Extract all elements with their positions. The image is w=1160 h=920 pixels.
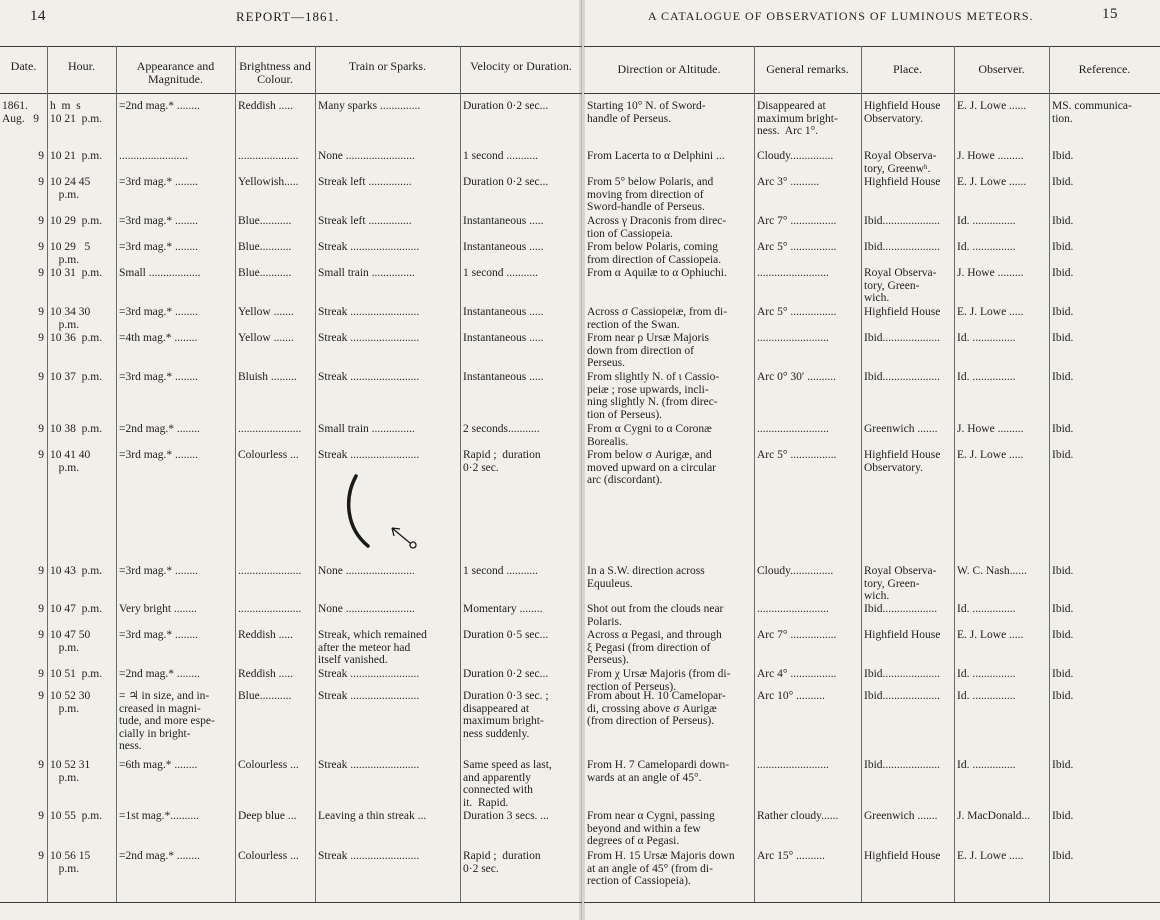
right-running-title: A CATALOGUE OF OBSERVATIONS OF LUMINOUS METEORS. <box>648 9 1034 23</box>
left-cell-train: Streak ........................ <box>318 759 420 771</box>
left-cell-appearance: =3rd mag.* ........ <box>119 176 198 188</box>
left-cell-brightness: Reddish ..... <box>238 629 293 641</box>
left-cell-train: Streak ........................ <box>318 850 420 862</box>
right-cell-place: Ibid.................... <box>864 215 941 227</box>
left-cell-brightness: Bluish ......... <box>238 371 297 383</box>
left-cell-brightness: ...................... <box>238 423 302 435</box>
right-cell-place: Highfield House <box>864 176 941 188</box>
left-cell-date: 9 <box>38 629 44 641</box>
right-cell-place: Greenwich ....... <box>864 423 938 435</box>
right-cell-place: Ibid.................... <box>864 332 941 344</box>
left-column-header: Train or Sparks. <box>348 59 427 73</box>
left-cell-hour: 10 47 p.m. <box>50 603 103 615</box>
left-column-header: Brightness and Colour. <box>239 59 311 86</box>
right-cell-remarks: Cloudy............... <box>757 150 834 162</box>
left-cell-train: None ........................ <box>318 603 415 615</box>
left-cell-hour: 10 52 31 p.m. <box>50 759 91 784</box>
right-cell-direction: Across γ Draconis from direc- tion of Cassiopeia. <box>587 215 727 240</box>
right-cell-observer: Id. ............... <box>957 241 1016 253</box>
left-column-header: Hour. <box>68 59 95 73</box>
right-cell-observer: Id. ............... <box>957 668 1016 680</box>
left-cell-velocity: Duration 0·2 sec... <box>463 176 549 188</box>
left-cell-brightness: Blue........... <box>238 215 292 227</box>
left-cell-brightness: Blue........... <box>238 267 292 279</box>
left-cell-brightness: Colourless ... <box>238 759 299 771</box>
right-cell-place: Royal Observa- tory, Green- wich. <box>864 565 937 602</box>
left-cell-hour: 10 34 30 p.m. <box>50 306 91 331</box>
left-cell-velocity: Duration 3 secs. ... <box>463 810 549 822</box>
right-cell-observer: J. Howe ......... <box>957 267 1024 279</box>
left-cell-velocity: Duration 0·2 sec... <box>463 100 549 112</box>
left-cell-date: 9 <box>38 150 44 162</box>
left-cell-date: 9 <box>38 423 44 435</box>
right-cell-observer: J. MacDonald... <box>957 810 1031 822</box>
left-cell-date: 9 <box>38 810 44 822</box>
left-cell-date: 9 <box>38 332 44 344</box>
left-cell-hour: 10 41 40 p.m. <box>50 449 91 474</box>
left-cell-velocity: Instantaneous ..... <box>463 215 544 227</box>
left-cell-velocity: 2 seconds........... <box>463 423 540 435</box>
right-cell-observer: Id. ............... <box>957 759 1016 771</box>
right-cell-reference: Ibid. <box>1052 267 1074 279</box>
left-cell-hour: 10 51 p.m. <box>50 668 103 680</box>
right-cell-direction: From slightly N. of ι Cassio- peiæ ; rose upwards, incli- ning slightly N. (from direc- tion of Perseus). <box>587 371 720 421</box>
right-col-divider <box>1049 46 1050 902</box>
right-cell-place: Ibid.................... <box>864 371 941 383</box>
right-cell-direction: Across σ Cassiopeiæ, from di- rection of the Swan. <box>587 306 728 331</box>
left-cell-train: Streak ........................ <box>318 449 420 461</box>
left-cell-train: None ........................ <box>318 150 415 162</box>
right-cell-place: Highfield House Observatory. <box>864 100 941 125</box>
left-cell-train: Streak ........................ <box>318 371 420 383</box>
right-cell-direction: From near α Cygni, passing beyond and within a few degrees of α Pegasi. <box>587 810 715 847</box>
left-cell-date: 9 <box>38 603 44 615</box>
right-cell-remarks: Arc 10° .......... <box>757 690 825 702</box>
left-cell-appearance: =1st mag.*.......... <box>119 810 199 822</box>
right-cell-direction: From below σ Aurigæ, and moved upward on a circular arc (discordant). <box>587 449 717 486</box>
right-page-number: 15 <box>1102 6 1118 22</box>
left-cell-train: Streak ........................ <box>318 332 420 344</box>
left-cell-train: Streak left ............... <box>318 215 412 227</box>
left-cell-appearance: =3rd mag.* ........ <box>119 449 198 461</box>
right-cell-observer: E. J. Lowe ..... <box>957 306 1024 318</box>
right-cell-direction: From below Polaris, coming from direction of Cassiopeia. <box>587 241 722 266</box>
right-cell-reference: Ibid. <box>1052 371 1074 383</box>
right-cell-direction: In a S.W. direction across Equuleus. <box>587 565 705 590</box>
left-cell-appearance: =2nd mag.* ........ <box>119 850 200 862</box>
right-cell-direction: Across α Pegasi, and through ξ Pegasi (from direction of Perseus). <box>587 629 722 666</box>
left-cell-appearance: =3rd mag.* ........ <box>119 241 198 253</box>
left-cell-date: 9 <box>38 241 44 253</box>
left-cell-appearance: =2nd mag.* ........ <box>119 423 200 435</box>
right-cell-observer: Id. ............... <box>957 690 1016 702</box>
right-cell-observer: J. Howe ......... <box>957 423 1024 435</box>
left-cell-date: 9 <box>38 668 44 680</box>
left-cell-train: Small train ............... <box>318 267 415 279</box>
right-column-header: Observer. <box>978 62 1025 76</box>
right-cell-place: Ibid.................... <box>864 241 941 253</box>
left-cell-appearance: =6th mag.* ........ <box>119 759 198 771</box>
left-cell-train: Streak ........................ <box>318 306 420 318</box>
left-cell-date: 9 <box>38 371 44 383</box>
right-cell-place: Royal Observa- tory, Greenwʰ. <box>864 150 937 175</box>
left-cell-brightness: Yellow ....... <box>238 306 294 318</box>
left-cell-date: 9 <box>38 306 44 318</box>
right-cell-direction: Starting 10° N. of Sword- handle of Perseus. <box>587 100 706 125</box>
left-col-divider <box>116 46 117 902</box>
left-cell-hour: 10 55 p.m. <box>50 810 103 822</box>
left-top-rule <box>0 46 582 47</box>
right-cell-remarks: ......................... <box>757 423 829 435</box>
right-cell-remarks: Arc 0° 30′ .......... <box>757 371 836 383</box>
right-cell-observer: E. J. Lowe ...... <box>957 100 1027 112</box>
right-cell-reference: Ibid. <box>1052 241 1074 253</box>
right-cell-reference: Ibid. <box>1052 565 1074 577</box>
left-cell-brightness: ..................... <box>238 150 299 162</box>
left-cell-brightness: ...................... <box>238 565 302 577</box>
right-cell-direction: From H. 7 Camelopardi down- wards at an angle of 45°. <box>587 759 730 784</box>
right-col-divider <box>954 46 955 902</box>
right-cell-direction: From α Aquilæ to α Ophiuchi. <box>587 267 727 279</box>
left-cell-brightness: Colourless ... <box>238 449 299 461</box>
left-cell-velocity: 1 second ........... <box>463 150 539 162</box>
left-cell-appearance: =2nd mag.* ........ <box>119 668 200 680</box>
right-cell-place: Royal Observa- tory, Green- wich. <box>864 267 937 304</box>
left-cell-brightness: Yellow ....... <box>238 332 294 344</box>
left-cell-hour: 10 52 30 p.m. <box>50 690 91 715</box>
right-cell-observer: E. J. Lowe ...... <box>957 176 1027 188</box>
left-cell-date: 9 <box>38 449 44 461</box>
left-column-header: Velocity or Duration. <box>470 59 572 73</box>
left-cell-hour: 10 37 p.m. <box>50 371 103 383</box>
right-cell-observer: J. Howe ......... <box>957 150 1024 162</box>
right-cell-place: Ibid................... <box>864 603 938 615</box>
right-cell-remarks: Arc 5° ................ <box>757 306 837 318</box>
right-cell-direction: From H. 15 Ursæ Majoris down at an angle of 45° (from di- rection of Cassiopeia). <box>587 850 735 887</box>
right-column-header: Place. <box>893 62 922 76</box>
right-cell-remarks: ......................... <box>757 603 829 615</box>
left-cell-velocity: Rapid ; duration 0·2 sec. <box>463 449 541 474</box>
right-cell-remarks: Arc 5° ................ <box>757 449 837 461</box>
left-cell-date: 9 <box>38 690 44 702</box>
left-cell-date: 9 <box>38 850 44 862</box>
left-cell-appearance: Small .................. <box>119 267 201 279</box>
left-cell-hour: 10 47 50 p.m. <box>50 629 91 654</box>
right-cell-direction: From 5° below Polaris, and moving from direction of Sword-handle of Perseus. <box>587 176 714 213</box>
left-column-header: Date. <box>10 59 37 73</box>
left-cell-hour: 10 43 p.m. <box>50 565 103 577</box>
left-cell-velocity: Instantaneous ..... <box>463 241 544 253</box>
left-cell-velocity: Instantaneous ..... <box>463 306 544 318</box>
right-cell-remarks: Arc 4° ................ <box>757 668 837 680</box>
left-cell-train: Streak ........................ <box>318 241 420 253</box>
right-cell-remarks: Disappeared at maximum bright- ness. Arc 1°. <box>757 100 838 137</box>
right-top-rule <box>584 46 1160 47</box>
left-cell-hour: 10 29 5 p.m. <box>50 241 91 266</box>
right-cell-place: Ibid.................... <box>864 759 941 771</box>
right-cell-place: Highfield House <box>864 629 941 641</box>
right-column-header: Reference. <box>1078 62 1131 76</box>
right-cell-remarks: Arc 5° ................ <box>757 241 837 253</box>
left-cell-hour: 10 56 15 p.m. <box>50 850 91 875</box>
left-cell-appearance: = ♃ in size, and in- creased in magni- tude, and more espe- cially in bright- ness. <box>119 690 215 752</box>
right-cell-reference: MS. communica- tion. <box>1052 100 1132 125</box>
right-cell-observer: E. J. Lowe ..... <box>957 850 1024 862</box>
right-cell-observer: Id. ............... <box>957 603 1016 615</box>
right-cell-observer: E. J. Lowe ..... <box>957 629 1024 641</box>
right-col-divider <box>754 46 755 902</box>
left-column-header: Appearance and Magnitude. <box>136 59 215 86</box>
left-cell-brightness: Reddish ..... <box>238 100 293 112</box>
left-cell-appearance: =4th mag.* ........ <box>119 332 198 344</box>
right-cell-direction: From α Cygni to α Coronæ Borealis. <box>587 423 712 448</box>
left-cell-date: 9 <box>38 267 44 279</box>
right-cell-reference: Ibid. <box>1052 668 1074 680</box>
right-cell-reference: Ibid. <box>1052 449 1074 461</box>
right-cell-reference: Ibid. <box>1052 332 1074 344</box>
right-cell-place: Greenwich ....... <box>864 810 938 822</box>
left-cell-velocity: 1 second ........... <box>463 267 539 279</box>
left-cell-brightness: Blue........... <box>238 241 292 253</box>
right-cell-observer: Id. ............... <box>957 215 1016 227</box>
left-cell-velocity: Momentary ........ <box>463 603 543 615</box>
left-cell-hour: 10 36 p.m. <box>50 332 103 344</box>
right-cell-reference: Ibid. <box>1052 629 1074 641</box>
left-page-number: 14 <box>30 8 46 24</box>
right-cell-place: Highfield House <box>864 306 941 318</box>
left-cell-train: Streak, which remained after the meteor had itself vanished. <box>318 629 427 666</box>
right-cell-reference: Ibid. <box>1052 306 1074 318</box>
left-col-divider <box>235 46 236 902</box>
right-cell-reference: Ibid. <box>1052 423 1074 435</box>
right-cell-observer: Id. ............... <box>957 332 1016 344</box>
left-cell-brightness: Colourless ... <box>238 850 299 862</box>
right-column-header: Direction or Altitude. <box>617 62 721 76</box>
left-cell-velocity: Duration 0·5 sec... <box>463 629 549 641</box>
right-cell-remarks: ......................... <box>757 332 829 344</box>
left-col-divider <box>47 46 48 902</box>
left-cell-hour: 10 38 p.m. <box>50 423 103 435</box>
left-cell-velocity: Duration 0·3 sec. ; disappeared at maximum bright- ness suddenly. <box>463 690 549 740</box>
right-cell-direction: Shot out from the clouds near Polaris. <box>587 603 724 628</box>
right-cell-remarks: ......................... <box>757 267 829 279</box>
right-cell-place: Highfield House Observatory. <box>864 449 941 474</box>
left-cell-brightness: Deep blue ... <box>238 810 297 822</box>
right-cell-direction: From about H. 10 Camelopar- di, crossing above σ Aurigæ (from direction of Perseus). <box>587 690 726 727</box>
left-cell-velocity: Rapid ; duration 0·2 sec. <box>463 850 541 875</box>
right-cell-remarks: Arc 15° .......... <box>757 850 825 862</box>
left-running-title: REPORT—1861. <box>236 9 340 24</box>
right-column-header: General remarks. <box>766 62 849 76</box>
right-cell-direction: From Lacerta to α Delphini ... <box>587 150 725 162</box>
right-cell-remarks: Cloudy............... <box>757 565 834 577</box>
left-cell-hour: 10 24 45 p.m. <box>50 176 91 201</box>
left-cell-appearance: =3rd mag.* ........ <box>119 629 198 641</box>
left-cell-date: 9 <box>38 565 44 577</box>
right-cell-reference: Ibid. <box>1052 215 1074 227</box>
left-cell-velocity: Duration 0·2 sec... <box>463 668 549 680</box>
left-cell-train: Streak left ............... <box>318 176 412 188</box>
left-col-divider <box>315 46 316 902</box>
right-cell-place: Highfield House <box>864 850 941 862</box>
left-cell-date: 1861. Aug. 9 <box>2 100 40 125</box>
left-header-rule <box>0 93 582 94</box>
right-cell-place: Ibid.................... <box>864 668 941 680</box>
left-cell-train: Streak ........................ <box>318 690 420 702</box>
left-cell-appearance: =2nd mag.* ........ <box>119 100 200 112</box>
right-cell-direction: From χ Ursæ Majoris (from di- rection of Perseus). <box>587 668 731 693</box>
left-cell-hour: 10 29 p.m. <box>50 215 103 227</box>
left-cell-appearance: =3rd mag.* ........ <box>119 565 198 577</box>
left-cell-appearance: =3rd mag.* ........ <box>119 215 198 227</box>
right-cell-reference: Ibid. <box>1052 690 1074 702</box>
right-header-rule <box>584 93 1160 94</box>
left-col-divider <box>460 46 461 902</box>
left-cell-velocity: Instantaneous ..... <box>463 332 544 344</box>
left-cell-brightness: Yellowish..... <box>238 176 299 188</box>
right-cell-reference: Ibid. <box>1052 176 1074 188</box>
right-page <box>584 0 1160 920</box>
right-cell-reference: Ibid. <box>1052 759 1074 771</box>
meteor-path-sketch <box>340 468 430 558</box>
left-cell-hour: 10 21 p.m. <box>50 150 103 162</box>
left-cell-hour: h m s 10 21 p.m. <box>50 100 103 125</box>
left-cell-brightness: Reddish ..... <box>238 668 293 680</box>
left-cell-brightness: Blue........... <box>238 690 292 702</box>
left-cell-appearance: =3rd mag.* ........ <box>119 306 198 318</box>
right-col-divider <box>861 46 862 902</box>
left-cell-train: Many sparks .............. <box>318 100 421 112</box>
right-cell-direction: From near ρ Ursæ Majoris down from direction of Perseus. <box>587 332 710 369</box>
right-cell-reference: Ibid. <box>1052 810 1074 822</box>
right-cell-remarks: Arc 7° ................ <box>757 215 837 227</box>
right-cell-remarks: Arc 3° .......... <box>757 176 820 188</box>
right-cell-reference: Ibid. <box>1052 150 1074 162</box>
right-cell-remarks: Rather cloudy...... <box>757 810 839 822</box>
right-bottom-rule <box>584 902 1160 903</box>
left-cell-appearance: =3rd mag.* ........ <box>119 371 198 383</box>
right-cell-observer: E. J. Lowe ..... <box>957 449 1024 461</box>
left-cell-train: Small train ............... <box>318 423 415 435</box>
left-cell-date: 9 <box>38 759 44 771</box>
left-cell-train: Streak ........................ <box>318 668 420 680</box>
left-cell-appearance: ........................ <box>119 150 188 162</box>
left-cell-velocity: Instantaneous ..... <box>463 371 544 383</box>
left-cell-appearance: Very bright ........ <box>119 603 197 615</box>
right-cell-remarks: ......................... <box>757 759 829 771</box>
right-cell-place: Ibid.................... <box>864 690 941 702</box>
left-cell-date: 9 <box>38 215 44 227</box>
left-cell-brightness: ...................... <box>238 603 302 615</box>
right-cell-reference: Ibid. <box>1052 850 1074 862</box>
left-cell-velocity: 1 second ........... <box>463 565 539 577</box>
right-cell-remarks: Arc 7° ................ <box>757 629 837 641</box>
right-cell-reference: Ibid. <box>1052 603 1074 615</box>
right-cell-observer: Id. ............... <box>957 371 1016 383</box>
left-bottom-rule <box>0 902 582 903</box>
left-cell-train: Leaving a thin streak ... <box>318 810 427 822</box>
left-cell-velocity: Same speed as last, and apparently connected with it. Rapid. <box>463 759 552 809</box>
left-cell-hour: 10 31 p.m. <box>50 267 103 279</box>
left-cell-date: 9 <box>38 176 44 188</box>
left-cell-train: None ........................ <box>318 565 415 577</box>
right-cell-observer: W. C. Nash...... <box>957 565 1027 577</box>
